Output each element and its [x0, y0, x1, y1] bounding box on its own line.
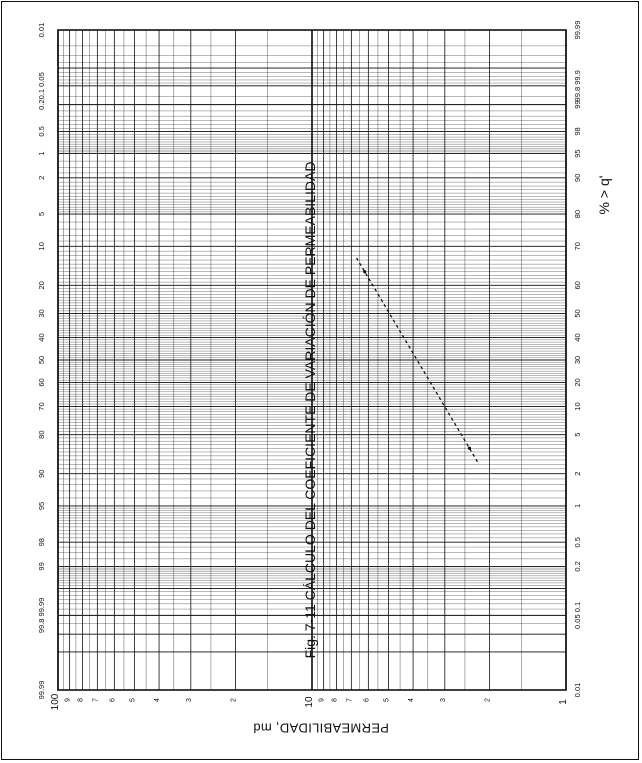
series-line	[357, 258, 479, 464]
right-probability-tick-label: 90	[573, 173, 582, 182]
permeability-minor-tick-label: 9	[318, 698, 326, 702]
permeability-tick-label: 1	[558, 699, 569, 705]
right-probability-tick-label: 95	[573, 149, 582, 158]
right-probability-tick-label: 99.8 99.9	[573, 70, 582, 102]
left-probability-tick-label: 50	[37, 355, 46, 365]
left-probability-tick-label: 30	[37, 309, 46, 318]
percent-axis-label: % > q'	[596, 175, 612, 215]
permeability-minor-tick-label: 9	[64, 698, 72, 702]
left-probability-tick-label: 1	[37, 151, 46, 156]
permeability-minor-tick-label: 5	[129, 698, 137, 702]
permeability-minor-tick-label: 6	[109, 698, 117, 702]
permeability-tick-label: 10	[304, 696, 315, 708]
left-probability-tick-label: 0.01	[37, 22, 46, 38]
permeability-minor-tick-label: 4	[408, 698, 416, 702]
left-probability-tick-label: 40	[37, 333, 46, 342]
permeability-minor-tick-label: 8	[77, 698, 85, 702]
left-probability-tick-label: 10	[37, 242, 46, 251]
right-probability-tick-label: 1	[573, 503, 582, 509]
left-probability-tick-label: 0.2	[37, 99, 46, 110]
right-probability-tick-label: 50	[573, 309, 582, 318]
right-probability-tick-label: 80	[573, 209, 582, 219]
figure-caption: Fig. 7-11 CÁLCULO DEL COEFICIENTE DE VARIACIÓN DE PERMEABILIDAD	[302, 161, 318, 659]
right-probability-tick-label: 70	[573, 242, 582, 251]
permeability-minor-tick-label: 3	[439, 698, 447, 702]
permeability-minor-tick-label: 3	[185, 698, 193, 702]
left-probability-tick-label: 70	[37, 402, 46, 411]
left-probability-tick-label: 60	[37, 378, 46, 387]
right-probability-tick-label: 40	[573, 333, 582, 342]
left-probability-tick-label: 0.5	[37, 126, 46, 137]
left-probability-tick-label: 99.8 99.99	[37, 597, 46, 634]
left-probability-tick-label: 80	[37, 430, 46, 439]
left-probability-tick-label: 99	[37, 562, 46, 571]
permeability-minor-tick-label: 5	[383, 698, 391, 702]
permeability-minor-tick-label: 6	[363, 698, 371, 702]
left-probability-tick-label: 0.1 0.05	[37, 72, 46, 100]
permeability-axis-label: PERMEABILIDAD, md	[253, 720, 389, 736]
right-probability-tick-label: 0.01	[573, 682, 582, 698]
permeability-minor-tick-label: 7	[92, 698, 100, 702]
right-probability-tick-label: 0.2	[573, 561, 582, 572]
left-probability-tick-label: 99.99	[37, 680, 46, 700]
permeability-minor-tick-label: 2	[484, 698, 492, 702]
series-point	[363, 270, 366, 273]
permeability-minor-tick-label: 7	[346, 698, 354, 702]
left-probability-tick-label: 2	[37, 175, 46, 180]
right-probability-tick-label: 0.5	[573, 537, 582, 548]
permeability-minor-tick-label: 8	[331, 698, 339, 702]
right-probability-tick-label: 5	[573, 432, 582, 437]
right-probability-tick-label: 99	[573, 100, 582, 109]
left-probability-tick-label: 20	[37, 281, 46, 290]
right-probability-tick-label: 30	[573, 355, 582, 365]
left-probability-tick-label: 5	[37, 211, 46, 217]
permeability-minor-tick-label: 4	[154, 698, 162, 702]
right-probability-tick-label: 2	[573, 471, 582, 476]
left-probability-tick-label: 95	[37, 501, 46, 511]
permeability-minor-tick-label: 2	[230, 698, 238, 702]
right-probability-tick-label: 98	[573, 127, 582, 136]
right-probability-tick-label: 60	[573, 281, 582, 290]
permeability-tick-label: 100	[50, 693, 61, 711]
right-probability-tick-label: 10	[573, 402, 582, 411]
right-probability-tick-label: 0.05 0.1	[573, 601, 582, 629]
right-probability-tick-label: 99.99	[573, 20, 582, 40]
series-point	[468, 447, 471, 450]
left-probability-tick-label: 98	[37, 538, 46, 547]
left-probability-tick-label: 90	[37, 469, 46, 478]
right-probability-tick-label: 20	[573, 378, 582, 387]
